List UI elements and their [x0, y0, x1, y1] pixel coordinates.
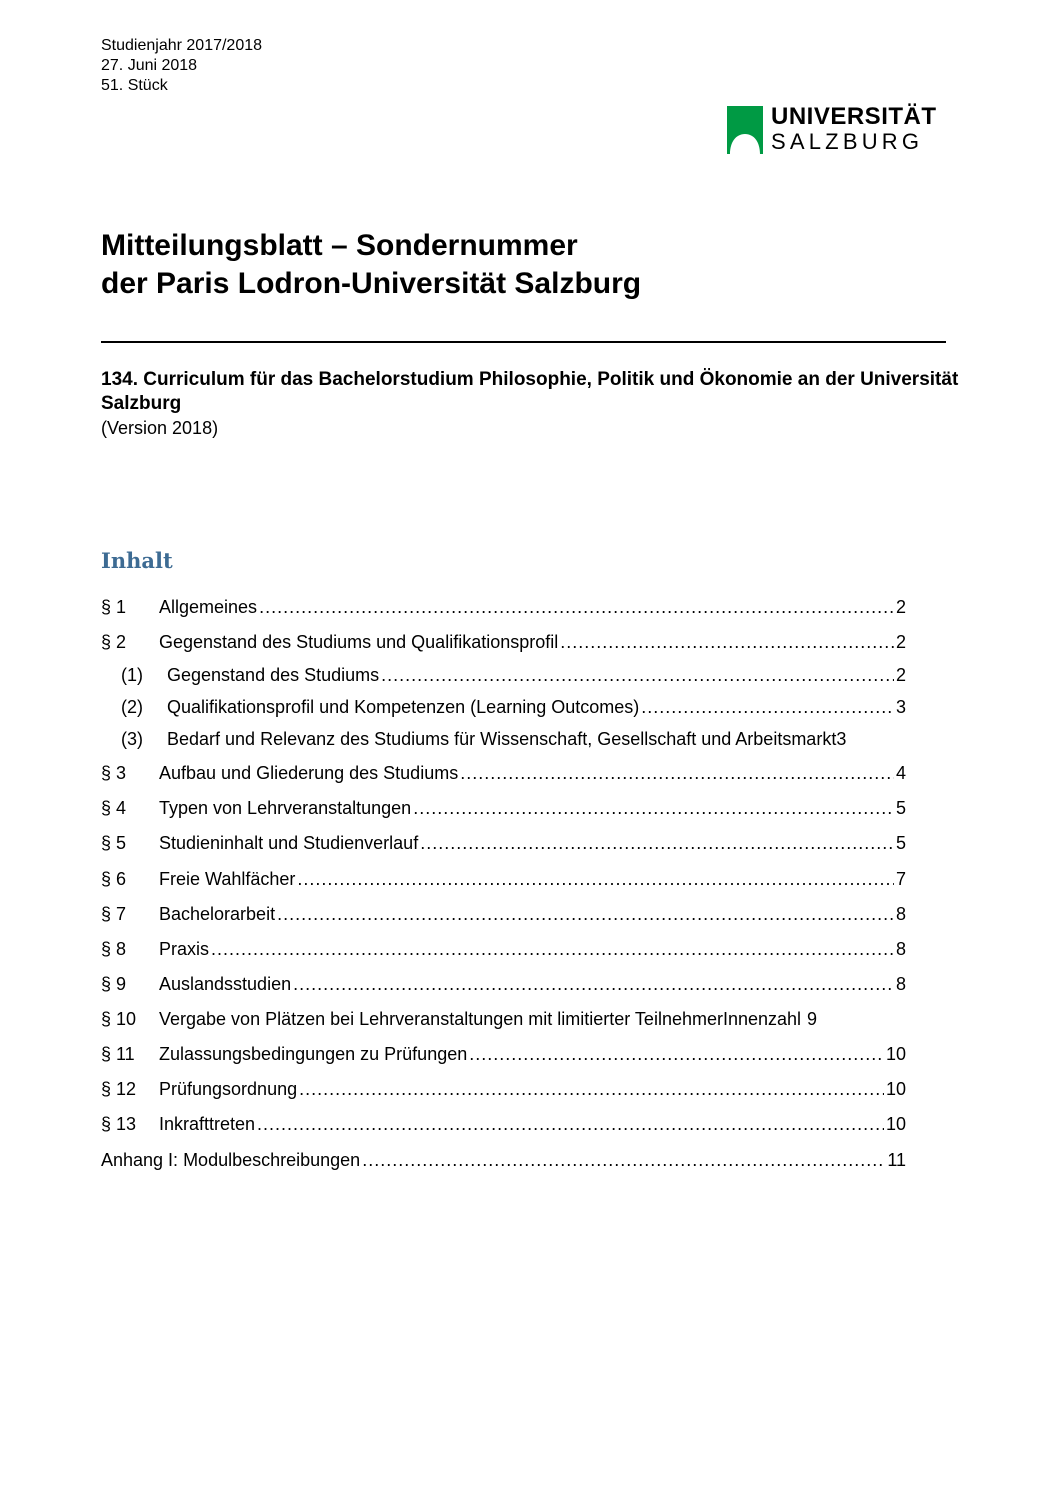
toc-entry-page: 5	[895, 798, 906, 818]
toc-entry[interactable]	[101, 663, 906, 687]
toc-dot-leader	[469, 1042, 884, 1066]
toc-entry[interactable]	[101, 630, 906, 654]
toc-entry-number: (1)	[121, 665, 143, 685]
toc-entry[interactable]	[101, 727, 906, 751]
toc-entry-label: Studieninhalt und Studienverlauf	[159, 833, 419, 853]
toc-entry-label: Aufbau und Gliederung des Studiums	[159, 763, 459, 783]
toc-entry[interactable]	[101, 937, 906, 961]
toc-entry-page: 10	[885, 1079, 906, 1099]
toc-entry[interactable]	[101, 1007, 906, 1031]
curriculum-title: 134. Curriculum für das Bachelorstudium Philosophie, Politik und Ökonomie an der Universität Salzburg	[101, 369, 959, 414]
toc-entry-page: 9	[807, 1009, 818, 1029]
toc-entry[interactable]	[101, 1112, 906, 1136]
toc-entry[interactable]	[101, 1042, 906, 1066]
toc-entry-label: Qualifikationsprofil und Kompetenzen (Learning Outcomes)	[167, 697, 640, 717]
toc-entry-number: (3)	[121, 729, 143, 749]
toc-dot-leader	[560, 630, 894, 654]
toc-entry[interactable]	[101, 695, 906, 719]
toc-entry[interactable]	[101, 867, 906, 891]
toc-entry-label: Typen von Lehrveranstaltungen	[159, 798, 412, 818]
toc-dot-leader	[381, 663, 894, 687]
toc-entry-page: 2	[895, 665, 906, 685]
toc-entry-page: 2	[895, 597, 906, 617]
toc-entry-number: § 3	[101, 763, 127, 783]
toc-entry-number: § 1	[101, 597, 127, 617]
toc-dot-leader	[277, 902, 894, 926]
toc-entry[interactable]	[101, 831, 906, 855]
toc-entry-page: 10	[885, 1114, 906, 1134]
toc-entry-label: Praxis	[159, 939, 210, 959]
study-year: Studienjahr 2017/2018	[101, 37, 263, 54]
toc-entry-number: § 11	[101, 1044, 135, 1064]
toc-entry[interactable]	[101, 902, 906, 926]
toc-dot-leader	[641, 695, 894, 719]
toc-entry[interactable]	[101, 972, 906, 996]
logo-text-universitaet: UNIVERSITÄT	[771, 103, 937, 130]
toc-entry-label: Vergabe von Plätzen bei Lehrveranstaltungen mit limitierter TeilnehmerInnenzahl	[159, 1009, 802, 1029]
toc-entry-number: § 9	[101, 974, 127, 994]
toc-entry-page: 8	[895, 904, 906, 924]
document-meta	[101, 36, 262, 96]
toc-entry-page: 2	[895, 632, 906, 652]
toc-entry[interactable]	[101, 1077, 906, 1101]
toc-entry-page: 5	[895, 833, 906, 853]
toc-entry-page: 3	[836, 729, 847, 749]
logo-text-salzburg: SALZBURG	[771, 129, 924, 154]
toc-entry-label: Inkrafttreten	[159, 1114, 256, 1134]
toc-dot-leader	[211, 937, 894, 961]
toc-entry-label: Auslandsstudien	[159, 974, 292, 994]
toc-dot-leader	[299, 1077, 884, 1101]
issue-date: 27. Juni 2018	[101, 57, 198, 74]
page-title	[101, 227, 641, 303]
toc-entry[interactable]	[101, 761, 906, 785]
title-divider	[101, 341, 946, 343]
toc-dot-leader	[420, 831, 894, 855]
university-logo	[727, 103, 937, 156]
toc-entry-number: § 13	[101, 1114, 137, 1134]
toc-entry-page: 8	[895, 939, 906, 959]
title-line-2: der Paris Lodron-Universität Salzburg	[101, 267, 642, 300]
toc-entry[interactable]	[101, 595, 906, 619]
title-line-1: Mitteilungsblatt – Sondernummer	[101, 229, 578, 262]
toc-entry-number: § 2	[101, 632, 127, 652]
issue-number: 51. Stück	[101, 77, 168, 94]
toc-entry-label: Bachelorarbeit	[159, 904, 276, 924]
toc-dot-leader	[413, 796, 894, 820]
curriculum-version: (Version 2018)	[101, 418, 219, 438]
toc-entry-number: § 10	[101, 1009, 137, 1029]
toc-dot-leader	[293, 972, 894, 996]
toc-dot-leader	[297, 867, 894, 891]
toc-dot-leader	[460, 761, 894, 785]
toc-entry-label: Prüfungsordnung	[159, 1079, 298, 1099]
toc-dot-leader	[259, 595, 894, 619]
toc-entry-number: § 5	[101, 833, 127, 853]
toc-entry-page: 4	[895, 763, 906, 783]
toc-dot-leader	[362, 1148, 885, 1172]
toc-entry-page: 7	[895, 869, 906, 889]
toc-entry-number: § 7	[101, 904, 127, 924]
toc-entry-number: § 6	[101, 869, 127, 889]
toc-entry-label: Gegenstand des Studiums	[167, 665, 380, 685]
toc-dot-leader	[257, 1112, 884, 1136]
toc-entry-label: Allgemeines	[159, 597, 258, 617]
toc-entry-label: Anhang I: Modulbeschreibungen	[101, 1150, 361, 1170]
toc-entry-label: Zulassungsbedingungen zu Prüfungen	[159, 1044, 468, 1064]
toc-entry-page: 8	[895, 974, 906, 994]
toc-entry[interactable]	[101, 1148, 906, 1172]
toc-entry-label: Bedarf und Relevanz des Studiums für Wissenschaft, Gesellschaft und Arbeitsmarkt	[167, 729, 837, 749]
toc-entry-page: 10	[885, 1044, 906, 1064]
university-logo-icon	[727, 106, 763, 154]
toc-entry-page: 3	[895, 697, 906, 717]
toc-heading: Inhalt	[101, 548, 173, 573]
toc-entry-number: (2)	[121, 697, 143, 717]
toc-entry-label: Gegenstand des Studiums und Qualifikationsprofil	[159, 632, 559, 652]
toc-entry-number: § 12	[101, 1079, 137, 1099]
toc-entry[interactable]	[101, 796, 906, 820]
toc-entry-number: § 4	[101, 798, 127, 818]
toc-entry-page: 11	[887, 1150, 906, 1170]
toc-entry-label: Freie Wahlfächer	[159, 869, 296, 889]
toc-entry-number: § 8	[101, 939, 127, 959]
